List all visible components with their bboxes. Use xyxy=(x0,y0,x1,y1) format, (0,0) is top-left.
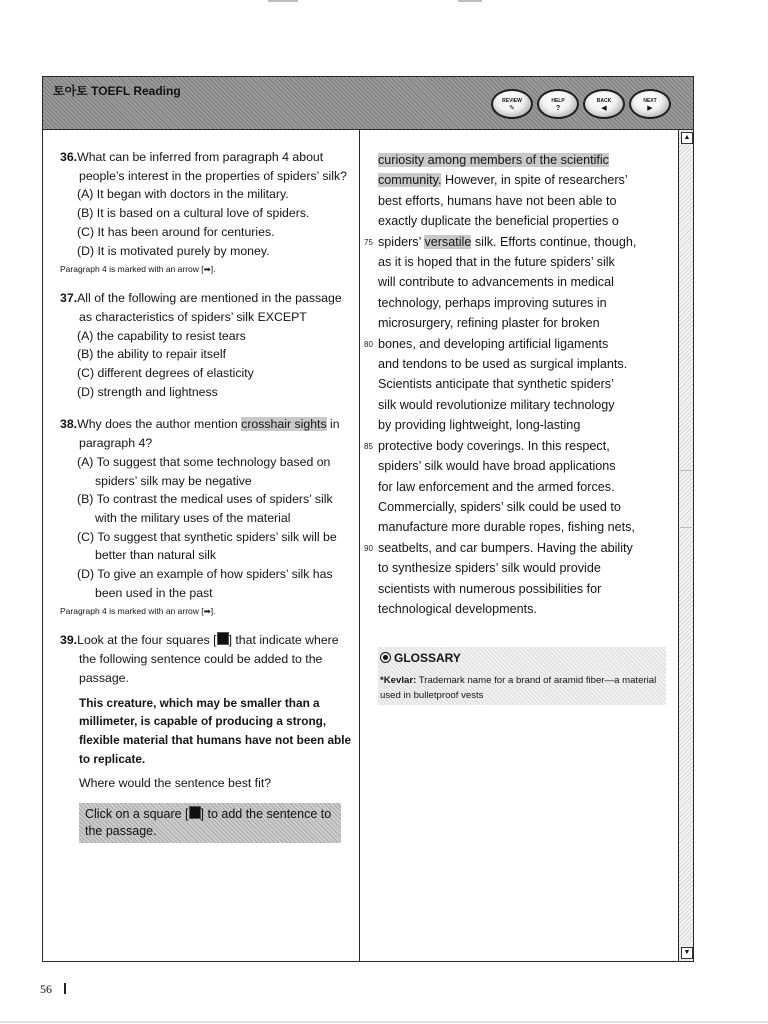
next-label: NEXT xyxy=(643,98,657,104)
answer-option[interactable]: (C) It has been around for centuries. xyxy=(77,224,275,239)
question-text: in paragraph 4? xyxy=(79,417,340,451)
answer-option[interactable]: (B) It is based on a cultural love of spiders. xyxy=(77,206,310,221)
page-number xyxy=(40,982,66,997)
answer-option[interactable]: (D) To give an example of how spiders’ silk has been used in the past xyxy=(77,567,333,600)
review-label: REVIEW xyxy=(502,98,522,104)
passage-line: as it is hoped that in the future spiders’ silk xyxy=(378,255,615,270)
line-number: 75 xyxy=(364,237,373,247)
answer-option[interactable]: (C) different degrees of elasticity xyxy=(77,366,254,381)
glossary-entry xyxy=(380,673,664,703)
highlighted-phrase: community. xyxy=(378,173,442,188)
question-stem xyxy=(60,415,352,452)
question-text: ] that indicate where the following sentence could be added to the passage. xyxy=(79,633,339,685)
scroll-down-icon[interactable]: ▼ xyxy=(681,947,693,959)
answer-option[interactable]: (B) To contrast the medical uses of spiders’ silk with the military uses of the material xyxy=(77,492,333,525)
next-arrow-icon: ▶ xyxy=(647,105,653,112)
highlighted-phrase: curiosity among members of the scientific xyxy=(378,153,609,167)
line-number: 85 xyxy=(364,441,373,451)
passage-line xyxy=(364,232,676,252)
passage-line xyxy=(364,538,676,558)
passage-line: Scientists anticipate that synthetic spiders’ xyxy=(378,377,614,392)
glossary-heading xyxy=(380,649,664,667)
line-number: 90 xyxy=(364,543,373,553)
question-panel xyxy=(60,148,352,857)
passage-text: silk. Efforts continue, though, xyxy=(471,234,637,249)
help-label: HELP xyxy=(551,98,565,104)
question-stem xyxy=(60,631,352,687)
help-button[interactable] xyxy=(537,89,579,119)
answer-option[interactable]: (B) the ability to repair itself xyxy=(77,347,226,362)
answer-option[interactable]: (D) It is motivated purely by money. xyxy=(77,243,270,258)
glossary-title: GLOSSARY xyxy=(394,651,461,666)
back-arrow-icon: ◀ xyxy=(601,105,607,112)
passage-line: spiders’ silk would have broad applications xyxy=(378,459,616,474)
question-36 xyxy=(60,148,352,275)
scan-edge xyxy=(0,1021,768,1023)
highlighted-phrase: crosshair sights xyxy=(241,417,327,432)
back-label: BACK xyxy=(596,98,612,104)
review-button[interactable] xyxy=(491,89,533,119)
passage-line xyxy=(378,170,676,190)
passage-line: scientists with numerous possibilities for xyxy=(378,581,602,596)
review-icon: ✎ xyxy=(509,105,515,112)
square-marker-icon xyxy=(189,806,201,819)
radio-bullet-icon xyxy=(380,652,391,663)
square-marker-icon xyxy=(217,632,229,645)
scan-edge xyxy=(0,0,768,6)
column-divider xyxy=(359,130,360,962)
answer-option[interactable]: (A) To suggest that some technology based on spiders’ silk may be negative xyxy=(77,454,331,488)
page-divider xyxy=(64,983,66,994)
insert-sentence: This creature, which may be smaller than a millimeter, is capable of producing a strong, flexible material that humans have not been able to replicate. xyxy=(79,695,352,766)
paragraph-note: Paragraph 4 is marked with an arrow [➡]. xyxy=(60,264,216,275)
page-number-text: 56 xyxy=(40,982,52,996)
question-number: 36. xyxy=(60,150,78,164)
question-number: 39. xyxy=(60,633,78,648)
passage-line: technology, perhaps improving sutures in xyxy=(378,295,607,310)
question-stem xyxy=(60,148,352,185)
passage-line: Commercially, spiders’ silk could be used to xyxy=(378,499,621,514)
question-37 xyxy=(60,289,352,401)
app-title: 토아토 TOEFL Reading xyxy=(53,84,181,98)
paragraph-note: Paragraph 4 is marked with an arrow [➡]. xyxy=(60,606,216,617)
question-39 xyxy=(60,631,352,843)
passage-text: bones, and developing artificial ligaments xyxy=(378,336,609,351)
answer-option[interactable]: (A) the capability to resist tears xyxy=(77,328,246,343)
passage-line: manufacture more durable ropes, fishing nets, xyxy=(378,520,635,535)
passage-line: exactly duplicate the beneficial properties o xyxy=(378,214,619,229)
passage-line: will contribute to advancements in medical xyxy=(378,275,614,290)
passage-scrollbar[interactable] xyxy=(678,130,693,961)
passage-text: However, in spite of researchers’ xyxy=(441,173,628,188)
passage-text: seatbelts, and car bumpers. Having the ability xyxy=(378,540,633,555)
instruction-box xyxy=(79,803,341,843)
glossary-term: *Kevlar: xyxy=(380,675,417,687)
scroll-thumb[interactable] xyxy=(680,470,692,528)
question-prompt: Where would the sentence best fit? xyxy=(79,776,272,791)
passage-line: microsurgery, refining plaster for broken xyxy=(378,316,600,331)
question-stem xyxy=(60,289,352,326)
question-number: 37. xyxy=(60,291,78,306)
passage-line: best efforts, humans have not been able to xyxy=(378,193,617,208)
passage-line: by providing lightweight, long-lasting xyxy=(378,418,581,433)
back-button[interactable] xyxy=(583,89,625,119)
passage-line xyxy=(364,436,676,456)
question-text: All of the following are mentioned in the passage as characteristics of spiders’ silk EXCEPT xyxy=(77,291,342,324)
question-38 xyxy=(60,415,352,617)
title-bar xyxy=(42,76,694,130)
question-text: Look at the four squares [ xyxy=(77,633,217,648)
question-text: Why does the author mention xyxy=(77,417,242,432)
nav-buttons xyxy=(491,89,671,119)
passage-line: technological developments. xyxy=(378,601,537,616)
line-number: 80 xyxy=(364,339,373,349)
next-button[interactable] xyxy=(629,89,671,119)
passage-line: silk would revolutionize military technology xyxy=(378,397,615,412)
instruction-text: Click on a square [ xyxy=(85,807,189,822)
instruction-text: ] to add the sentence to the passage. xyxy=(85,807,332,839)
answer-option[interactable]: (D) strength and lightness xyxy=(77,384,218,399)
glossary-box xyxy=(378,647,666,705)
answer-option[interactable]: (C) To suggest that synthetic spiders’ silk will be better than natural silk xyxy=(77,529,337,563)
passage-line xyxy=(378,150,676,170)
passage-panel xyxy=(364,150,676,705)
passage-text: protective body coverings. In this respect, xyxy=(378,438,610,453)
answer-option[interactable]: (A) It began with doctors in the military. xyxy=(77,187,289,202)
scroll-up-icon[interactable]: ▲ xyxy=(681,132,693,144)
glossary-definition: Trademark name for a brand of aramid fiber—a material used in bulletproof vests xyxy=(380,675,657,702)
passage-line: and tendons to be used as surgical implants. xyxy=(378,357,628,372)
highlighted-word: versatile xyxy=(424,234,472,249)
passage-line: for law enforcement and the armed forces. xyxy=(378,479,615,494)
passage-line xyxy=(364,334,676,354)
help-icon: ? xyxy=(555,105,561,112)
passage-text: spiders’ xyxy=(378,234,425,249)
question-text: What can be inferred from paragraph 4 about people’s interest in the properties of spiders’ silk? xyxy=(77,150,347,183)
question-number: 38. xyxy=(60,417,78,432)
passage-line: to synthesize spiders’ silk would provide xyxy=(378,561,601,576)
